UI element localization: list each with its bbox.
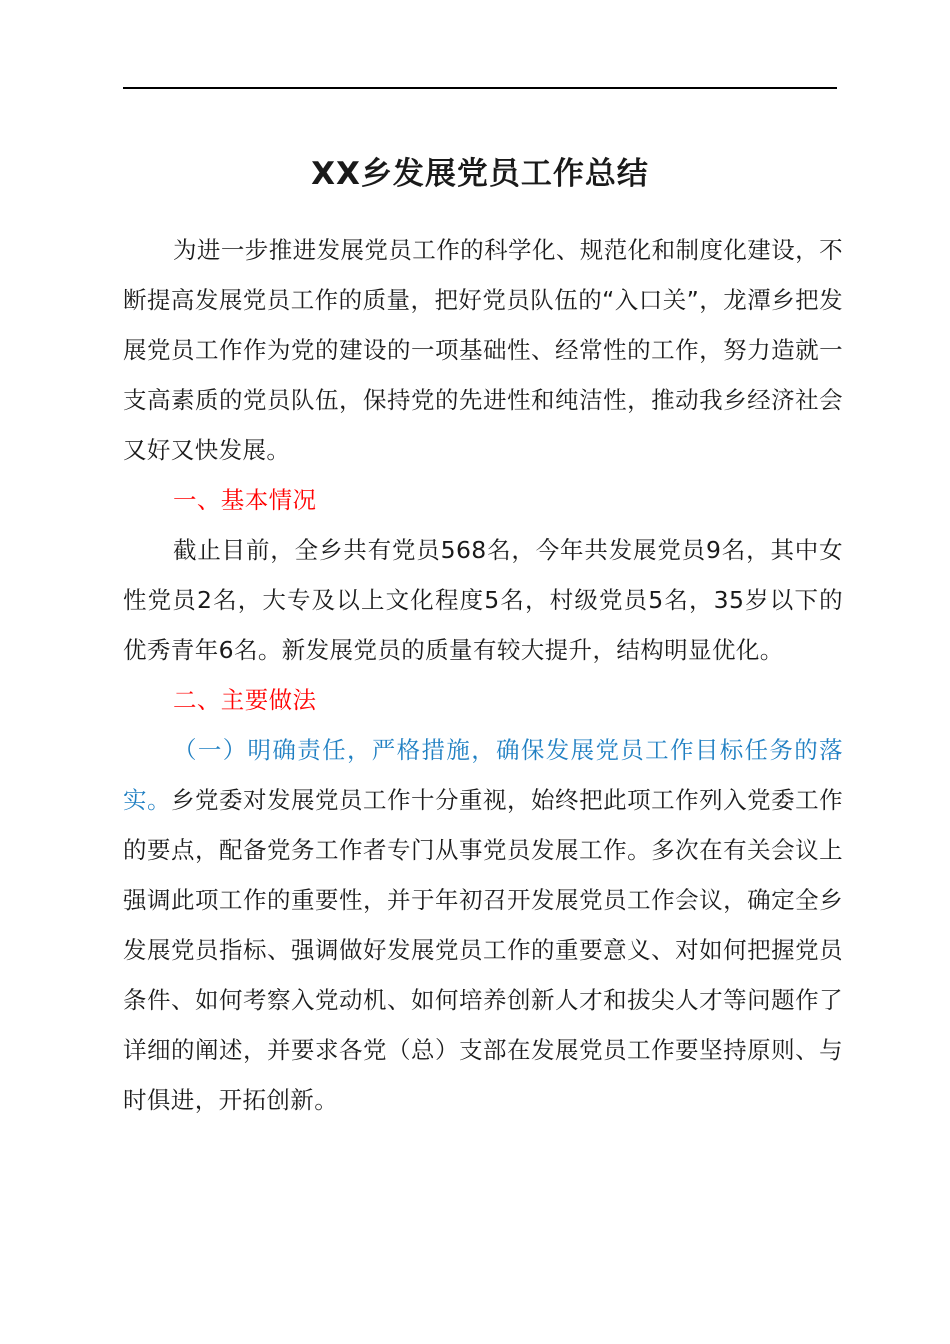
section-heading-main-practices: 二、主要做法: [173, 686, 317, 714]
practice-one-paragraph: [123, 725, 843, 1125]
basic-situation-paragraph: 截止目前，全乡共有党员568名，今年共发展党员9名，其中女性党员2名，大专及以上文化程度5名，村级党员5名，35岁以下的优秀青年6名。新发展党员的质量有较大提升，结构明显优化。: [123, 536, 843, 664]
section-heading-basic-situation: 一、基本情况: [173, 486, 317, 514]
practice-one-text: 乡党委对发展党员工作十分重视，始终把此项工作列入党委工作的要点，配备党务工作者专门从事党员发展工作。多次在有关会议上强调此项工作的重要性，并于年初召开发展党员工作会议，确定全乡发展党员指标、强调做好发展党员工作的重要意义、对如何把握党员条件、如何考察入党动机、如何培养创新人才和拔尖人才等问题作了详细的阐述，并要求各党（总）支部在发展党员工作要坚持原则、与时俱进，开拓创新。: [123, 786, 843, 1114]
document-body: [123, 225, 843, 1125]
practice-one-subheading: （一）明确责任，严格措施，确保发展党员工作目标任务的落实。: [123, 736, 843, 814]
document-title: XX乡发展党员工作总结: [311, 156, 649, 192]
header-rule: [123, 87, 837, 89]
intro-paragraph: 为进一步推进发展党员工作的科学化、规范化和制度化建设，不断提高发展党员工作的质量，把好党员队伍的“入口关”，龙潭乡把发展党员工作作为党的建设的一项基础性、经常性的工作，努力造就一支高素质的党员队伍，保持党的先进性和纯洁性，推动我乡经济社会又好又快发展。: [123, 236, 843, 464]
